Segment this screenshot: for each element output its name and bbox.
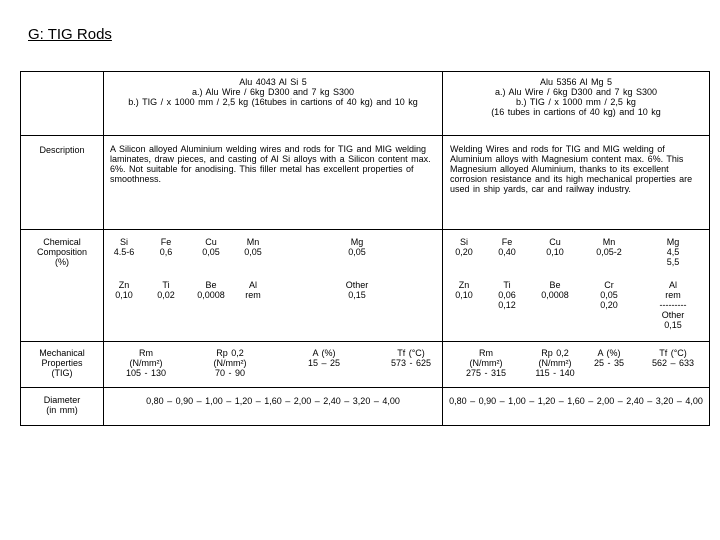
- chem-left-si: Si 4.5-6: [113, 237, 135, 257]
- row-divider: [20, 135, 710, 136]
- chem-right-fe: Fe 0,40: [498, 237, 516, 257]
- diameter-right: 0,80 – 0,90 – 1,00 – 1,20 – 1,60 – 2,00 – 2,40 – 3,20 – 4,00: [449, 396, 703, 406]
- chem-right-si: Si 0,20: [455, 237, 473, 257]
- row-divider: [20, 229, 710, 230]
- row-divider: [20, 387, 710, 388]
- header-left: Alu 4043 Al Si 5 a.) Alu Wire / 6kg D300 and 7 kg S300 b.) TIG / x 1000 mm / 2,5 kg (16tubes in cartions of 40 kg) and 10 kg: [128, 77, 418, 107]
- chem-left-mn: Mn 0,05: [244, 237, 262, 257]
- chemical-label: Chemical Composition (%): [36, 237, 88, 267]
- page-title: G: TIG Rods: [28, 26, 112, 43]
- chem-left-be: Be 0,0008: [197, 280, 225, 300]
- chem-right-cu: Cu 0,10: [546, 237, 564, 257]
- chem-left-mg: Mg 0,05: [348, 237, 366, 257]
- row-divider: [20, 341, 710, 342]
- chem-left-cu: Cu 0,05: [202, 237, 220, 257]
- chem-right-al-other: Al rem --------- Other 0,15: [659, 280, 687, 330]
- chem-left-ti: Ti 0,02: [157, 280, 175, 300]
- mech-right-a: A (%) 25 - 35: [593, 348, 625, 368]
- header-right: Alu 5356 Al Mg 5 a.) Alu Wire / 6kg D300 and 7 kg S300 b.) TIG / x 1000 mm / 2,5 kg (16 tubes in cartions of 40 kg) and 10 kg: [491, 77, 661, 117]
- chem-right-cr: Cr 0,05 0,20: [600, 280, 618, 310]
- mech-right-rm: Rm (N/mm²) 275 - 315: [465, 348, 507, 378]
- mech-right-tf: Tf (°C) 562 – 633: [651, 348, 695, 368]
- chem-right-zn: Zn 0,10: [455, 280, 473, 300]
- table-border-bottom: [20, 425, 710, 426]
- mechanical-label: Mechanical Properties (TIG): [39, 348, 85, 378]
- diameter-left: 0,80 – 0,90 – 1,00 – 1,20 – 1,60 – 2,00 – 2,40 – 3,20 – 4,00: [146, 396, 400, 406]
- description-left: A Silicon alloyed Aluminium welding wires and rods for TIG and MIG welding laminates, draw pieces, and casting of Al Si alloys with a Silicon content max. 6%. Not suitable for anodising. This filler metal has excellent properties of smoothness.: [110, 144, 431, 184]
- chem-left-al: Al rem: [245, 280, 261, 300]
- chem-right-mg: Mg 4,5 5,5: [666, 237, 680, 267]
- chem-left-fe: Fe 0,6: [159, 237, 173, 257]
- mech-left-rp: Rp 0,2 (N/mm²) 70 - 90: [213, 348, 247, 378]
- chem-right-mn: Mn 0,05-2: [596, 237, 622, 257]
- description-label: Description: [39, 145, 85, 155]
- table-border-right: [709, 71, 710, 426]
- mech-left-a: A (%) 15 – 25: [307, 348, 341, 368]
- chem-left-other: Other 0,15: [345, 280, 369, 300]
- diameter-label: Diameter (in mm): [43, 395, 81, 415]
- table-border-top: [20, 71, 710, 72]
- description-right: Welding Wires and rods for TIG and MIG welding of Aluminium alloys with Magnesium content max. 6%. This Magnesium alloyed Aluminium, thanks to its excellent corrosion resistance and its high mechanical properties are used in ship yards, car and railway industry.: [450, 144, 693, 194]
- chem-right-ti: Ti 0,06 0,12: [498, 280, 516, 310]
- mech-right-rp: Rp 0,2 (N/mm²) 115 - 140: [535, 348, 575, 378]
- mech-left-tf: Tf (°C) 573 - 625: [390, 348, 432, 368]
- chem-left-zn: Zn 0,10: [115, 280, 133, 300]
- chem-right-be: Be 0,0008: [541, 280, 569, 300]
- mech-left-rm: Rm (N/mm²) 105 - 130: [125, 348, 167, 378]
